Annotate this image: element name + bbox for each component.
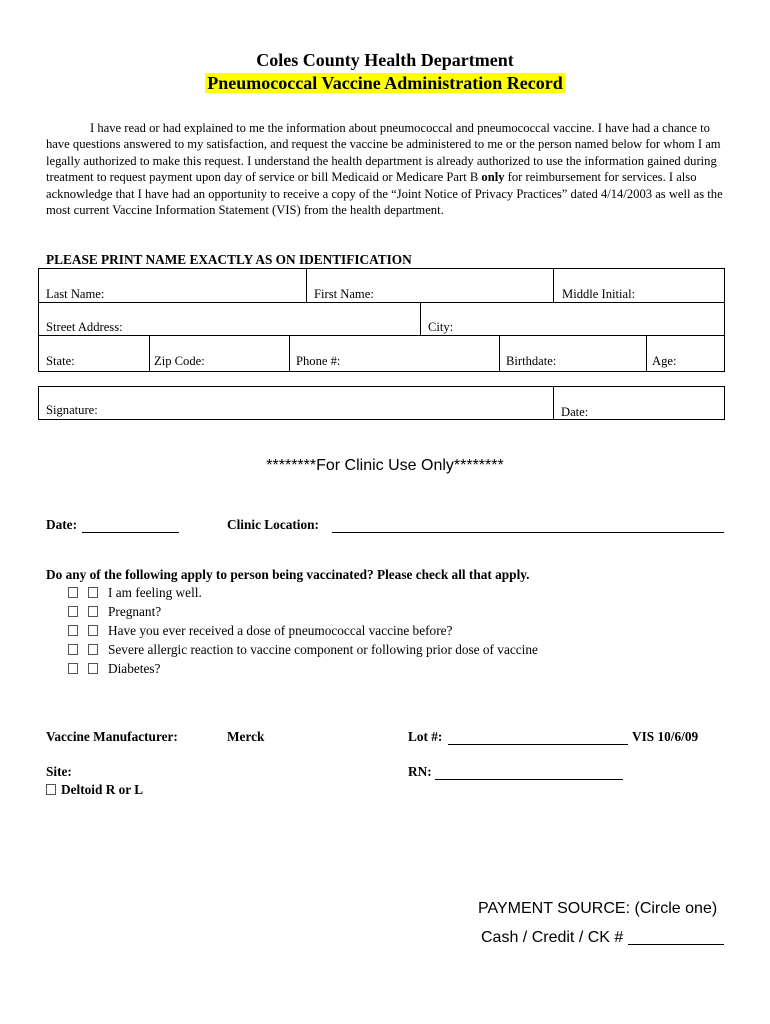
birthdate-field[interactable]: Birthdate: [506,354,557,368]
divider [149,335,150,371]
checkbox-row[interactable] [68,585,202,601]
checkbox-icon[interactable] [68,625,78,636]
clinic-location-label: Clinic Location: [227,517,319,532]
state-field[interactable]: State: [46,354,75,368]
record-title-text: Pneumococcal Vaccine Administration Record [207,73,563,93]
payment-source [478,900,717,918]
checkbox-row[interactable] [68,642,538,658]
option-label: Have you ever received a dose of pneumococcal vaccine before? [108,623,453,638]
signature-box [38,386,725,420]
checkbox-icon[interactable] [88,663,98,674]
manufacturer-value: Merck [227,729,265,744]
site-label: Site: [46,764,72,779]
clinic-location-line[interactable] [332,518,724,533]
divider [39,335,724,336]
checkbox-icon[interactable] [88,587,98,598]
consent-only: only [481,170,505,185]
checkbox-icon[interactable] [88,625,98,636]
first-name-field[interactable]: First Name: [314,287,374,301]
signature-field[interactable]: Signature: [46,403,98,417]
city-field[interactable]: City: [428,320,454,334]
checkbox-row[interactable] [68,604,161,620]
last-name-field[interactable]: Last Name: [46,287,105,301]
divider [420,302,421,335]
street-address-field[interactable]: Street Address: [46,320,123,334]
check-number-line[interactable] [628,931,724,945]
checkbox-icon[interactable] [46,784,56,795]
divider [553,387,554,419]
signature-date-field[interactable]: Date: [561,405,589,419]
checkbox-icon[interactable] [88,644,98,655]
age-field[interactable]: Age: [652,354,677,368]
divider [39,302,724,303]
consent-part1: I have read or had explained to me the information about pneumococcal and pneumococcal vaccine. I have had a chance to have questions answered to my satisfaction, and request the vaccine be administered to me or the person named below for whom I am legally authorized to make this request. I understand the health department is already authorized to use the information gained during treatment to request payment upon day of service or bill Medicaid or Medicare Part B [46,121,721,185]
manufacturer-label: Vaccine Manufacturer: [46,729,178,744]
checkbox-icon[interactable] [68,644,78,655]
consent-part2: for reimbursement for services. I also acknowledge that I have had an opportunity to receive a copy of the “Joint Notice of Privacy Practices” dated 4/14/2003 as well as the most current Vaccine Information Statement (VIS) from the health department. [46,170,723,218]
screening-question: Do any of the following apply to person being vaccinated? Please check all that apply. [46,567,530,582]
divider [306,269,307,302]
checkbox-icon[interactable] [68,606,78,617]
consent-paragraph [46,120,724,218]
org-title: Coles County Health Department [256,50,514,70]
rn-label: RN: [408,764,432,779]
divider [646,335,647,371]
payment-source-label: PAYMENT SOURCE: [478,900,631,917]
checkbox-row[interactable] [68,661,160,677]
vis-date: VIS 10/6/09 [632,729,699,744]
print-name-heading: PLEASE PRINT NAME EXACTLY AS ON IDENTIFICATION [46,252,412,267]
lot-line[interactable] [448,730,628,745]
clinic-date-line[interactable] [82,518,179,533]
divider [553,269,554,302]
site-value: Deltoid R or L [61,782,144,797]
clinic-date-label: Date: [46,517,78,532]
payment-methods: Cash / Credit / CK # [481,929,624,946]
site-option[interactable] [46,782,143,798]
checkbox-row[interactable] [68,623,452,639]
phone-field[interactable]: Phone #: [296,354,341,368]
option-label: I am feeling well. [108,585,202,600]
checkbox-icon[interactable] [68,663,78,674]
patient-info-box [38,268,725,372]
checkbox-icon[interactable] [88,606,98,617]
option-label: Diabetes? [108,661,161,676]
payment-source-hint: (Circle one) [634,900,718,917]
option-label: Pregnant? [108,604,162,619]
zip-code-field[interactable]: Zip Code: [154,354,205,368]
rn-line[interactable] [435,765,623,780]
option-label: Severe allergic reaction to vaccine component or following prior dose of vaccine [108,642,538,657]
clinic-use-title: ********For Clinic Use Only******** [266,457,504,474]
divider [499,335,500,371]
lot-label: Lot #: [408,729,443,744]
divider [289,335,290,371]
middle-initial-field[interactable]: Middle Initial: [562,287,636,301]
checkbox-icon[interactable] [68,587,78,598]
record-title [0,73,770,94]
